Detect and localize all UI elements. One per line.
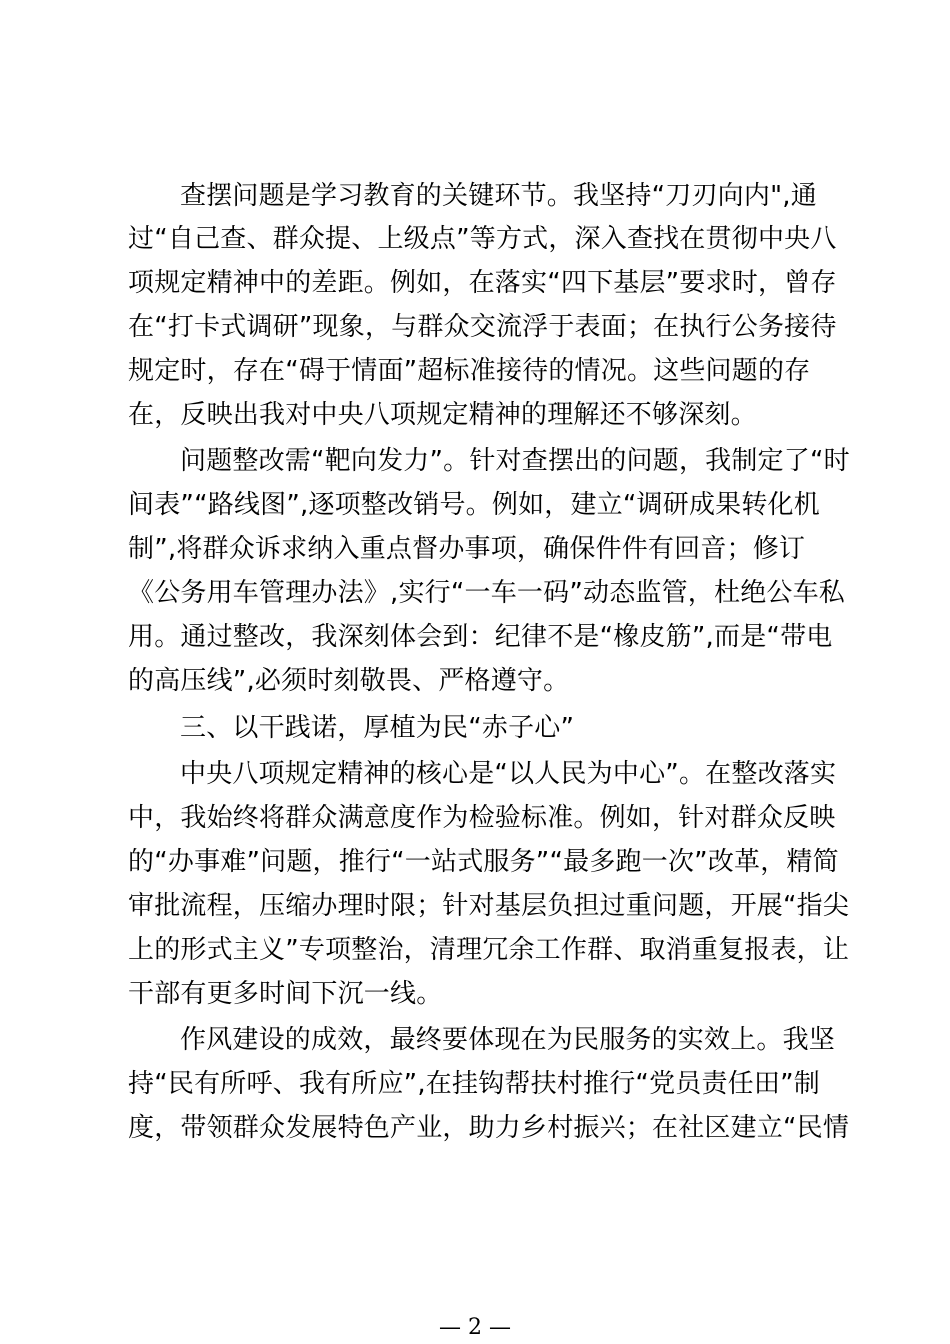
- paragraph-line: 干部有更多时间下沉一线。: [128, 979, 443, 1009]
- paragraph-line: 间表”“路线图”,逐项整改销号。例如，建立“调研成果转化机: [128, 490, 820, 520]
- paragraph-line: 度，带领群众发展特色产业，助力乡村振兴；在社区建立“民情: [128, 1113, 850, 1143]
- paragraph-line: 的高压线”,必须时刻敬畏、严格遵守。: [128, 666, 570, 696]
- paragraph-line: 在“打卡式调研”现象，与群众交流浮于表面；在执行公务接待: [128, 312, 837, 342]
- paragraph-line: 作风建设的成效，最终要体现在为民服务的实效上。我坚: [180, 1025, 836, 1055]
- paragraph-line: 《公务用车管理办法》,实行“一车一码”动态监管，杜绝公车私: [128, 578, 846, 608]
- paragraph-line: 在，反映出我对中央八项规定精神的理解还不够深刻。: [128, 400, 757, 430]
- page-number: — 2 —: [439, 1315, 511, 1340]
- section-heading: 三、以干践诺，厚植为民“赤子心”: [180, 713, 575, 743]
- paragraph-line: 用。通过整改，我深刻体会到：纪律不是“橡皮筋”,而是“带电: [128, 622, 833, 652]
- paragraph-line: 审批流程，压缩办理时限；针对基层负担过重问题，开展“指尖: [128, 891, 850, 921]
- paragraph-line: 过“自己查、群众提、上级点”等方式，深入查找在贯彻中央八: [128, 224, 837, 254]
- paragraph-line: 制”,将群众诉求纳入重点督办事项，确保件件有回音；修订: [128, 534, 806, 564]
- paragraph-line: 规定时，存在“碍于情面”超标准接待的情况。这些问题的存: [128, 356, 811, 386]
- paragraph-line: 中，我始终将群众满意度作为检验标准。例如，针对群众反映: [128, 803, 836, 833]
- paragraph-line: 项规定精神中的差距。例如，在落实“四下基层”要求时，曾存: [128, 268, 837, 298]
- paragraph-line: 问题整改需“靶向发力”。针对查摆出的问题，我制定了“时: [180, 446, 850, 476]
- paragraph-line: 查摆问题是学习教育的关键环节。我坚持“刀刃向内",通: [180, 181, 817, 211]
- paragraph-line: 中央八项规定精神的核心是“以人民为中心”。在整改落实: [180, 759, 837, 789]
- paragraph-line: 上的形式主义”专项整治，清理冗余工作群、取消重复报表，让: [128, 935, 850, 965]
- paragraph-line: 持“民有所呼、我有所应”,在挂钩帮扶村推行“党员责任田”制: [128, 1069, 820, 1099]
- paragraph-line: 的“办事难”问题，推行“一站式服务”“最多跑一次”改革，精简: [128, 847, 839, 877]
